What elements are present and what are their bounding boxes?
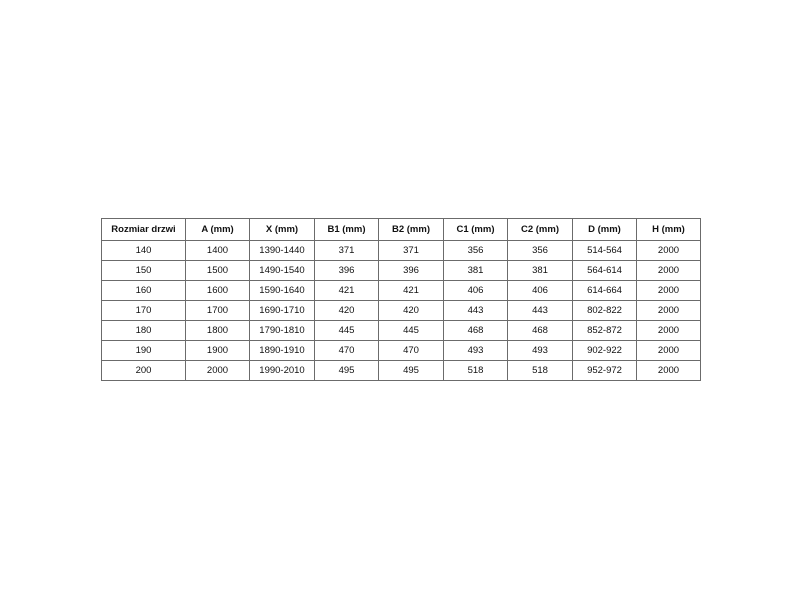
table-cell: 468 bbox=[508, 321, 573, 341]
door-size-cell: 180 bbox=[102, 321, 186, 341]
table-body bbox=[102, 241, 701, 381]
column-header: C2 (mm) bbox=[508, 219, 573, 241]
table-row bbox=[102, 281, 701, 301]
door-size-cell: 150 bbox=[102, 261, 186, 281]
table-cell: 406 bbox=[444, 281, 508, 301]
column-header: B2 (mm) bbox=[379, 219, 444, 241]
table-cell: 420 bbox=[315, 301, 379, 321]
table-cell: 1490-1540 bbox=[250, 261, 315, 281]
table-cell: 356 bbox=[508, 241, 573, 261]
table-cell: 852-872 bbox=[573, 321, 637, 341]
table-cell: 1500 bbox=[186, 261, 250, 281]
table-cell: 1390-1440 bbox=[250, 241, 315, 261]
table-row bbox=[102, 241, 701, 261]
table-cell: 1790-1810 bbox=[250, 321, 315, 341]
table-cell: 396 bbox=[379, 261, 444, 281]
table-cell: 2000 bbox=[637, 241, 701, 261]
table-cell: 371 bbox=[379, 241, 444, 261]
table-row bbox=[102, 301, 701, 321]
table-cell: 952-972 bbox=[573, 361, 637, 381]
table-cell: 420 bbox=[379, 301, 444, 321]
column-header: D (mm) bbox=[573, 219, 637, 241]
table-cell: 2000 bbox=[637, 341, 701, 361]
column-header: H (mm) bbox=[637, 219, 701, 241]
door-size-cell: 140 bbox=[102, 241, 186, 261]
door-size-cell: 200 bbox=[102, 361, 186, 381]
table-cell: 1400 bbox=[186, 241, 250, 261]
table-cell: 518 bbox=[508, 361, 573, 381]
door-size-cell: 170 bbox=[102, 301, 186, 321]
table-cell: 2000 bbox=[186, 361, 250, 381]
table-cell: 1800 bbox=[186, 321, 250, 341]
table-cell: 445 bbox=[315, 321, 379, 341]
table-cell: 470 bbox=[379, 341, 444, 361]
table-cell: 445 bbox=[379, 321, 444, 341]
table-cell: 564-614 bbox=[573, 261, 637, 281]
table-cell: 1890-1910 bbox=[250, 341, 315, 361]
table-row bbox=[102, 361, 701, 381]
table-cell: 470 bbox=[315, 341, 379, 361]
table-cell: 2000 bbox=[637, 301, 701, 321]
column-header: Rozmiar drzwi bbox=[102, 219, 186, 241]
dimensions-table-container bbox=[101, 218, 700, 381]
table-cell: 902-922 bbox=[573, 341, 637, 361]
table-cell: 1600 bbox=[186, 281, 250, 301]
dimensions-table bbox=[101, 218, 701, 381]
column-header: B1 (mm) bbox=[315, 219, 379, 241]
table-cell: 493 bbox=[508, 341, 573, 361]
table-cell: 2000 bbox=[637, 361, 701, 381]
table-cell: 381 bbox=[444, 261, 508, 281]
table-cell: 406 bbox=[508, 281, 573, 301]
table-cell: 468 bbox=[444, 321, 508, 341]
table-cell: 1590-1640 bbox=[250, 281, 315, 301]
table-cell: 495 bbox=[379, 361, 444, 381]
table-cell: 1690-1710 bbox=[250, 301, 315, 321]
table-cell: 514-564 bbox=[573, 241, 637, 261]
table-cell: 802-822 bbox=[573, 301, 637, 321]
table-cell: 2000 bbox=[637, 281, 701, 301]
table-cell: 614-664 bbox=[573, 281, 637, 301]
table-cell: 1700 bbox=[186, 301, 250, 321]
table-cell: 371 bbox=[315, 241, 379, 261]
door-size-cell: 190 bbox=[102, 341, 186, 361]
table-cell: 381 bbox=[508, 261, 573, 281]
column-header: X (mm) bbox=[250, 219, 315, 241]
column-header: A (mm) bbox=[186, 219, 250, 241]
table-cell: 421 bbox=[315, 281, 379, 301]
table-cell: 443 bbox=[444, 301, 508, 321]
table-cell: 421 bbox=[379, 281, 444, 301]
table-cell: 518 bbox=[444, 361, 508, 381]
table-header-row bbox=[102, 219, 701, 241]
table-cell: 356 bbox=[444, 241, 508, 261]
table-cell: 2000 bbox=[637, 321, 701, 341]
table-row bbox=[102, 321, 701, 341]
table-row bbox=[102, 261, 701, 281]
table-cell: 1990-2010 bbox=[250, 361, 315, 381]
table-cell: 396 bbox=[315, 261, 379, 281]
table-cell: 495 bbox=[315, 361, 379, 381]
table-row bbox=[102, 341, 701, 361]
table-cell: 443 bbox=[508, 301, 573, 321]
door-size-cell: 160 bbox=[102, 281, 186, 301]
table-cell: 1900 bbox=[186, 341, 250, 361]
table-cell: 2000 bbox=[637, 261, 701, 281]
table-cell: 493 bbox=[444, 341, 508, 361]
column-header: C1 (mm) bbox=[444, 219, 508, 241]
